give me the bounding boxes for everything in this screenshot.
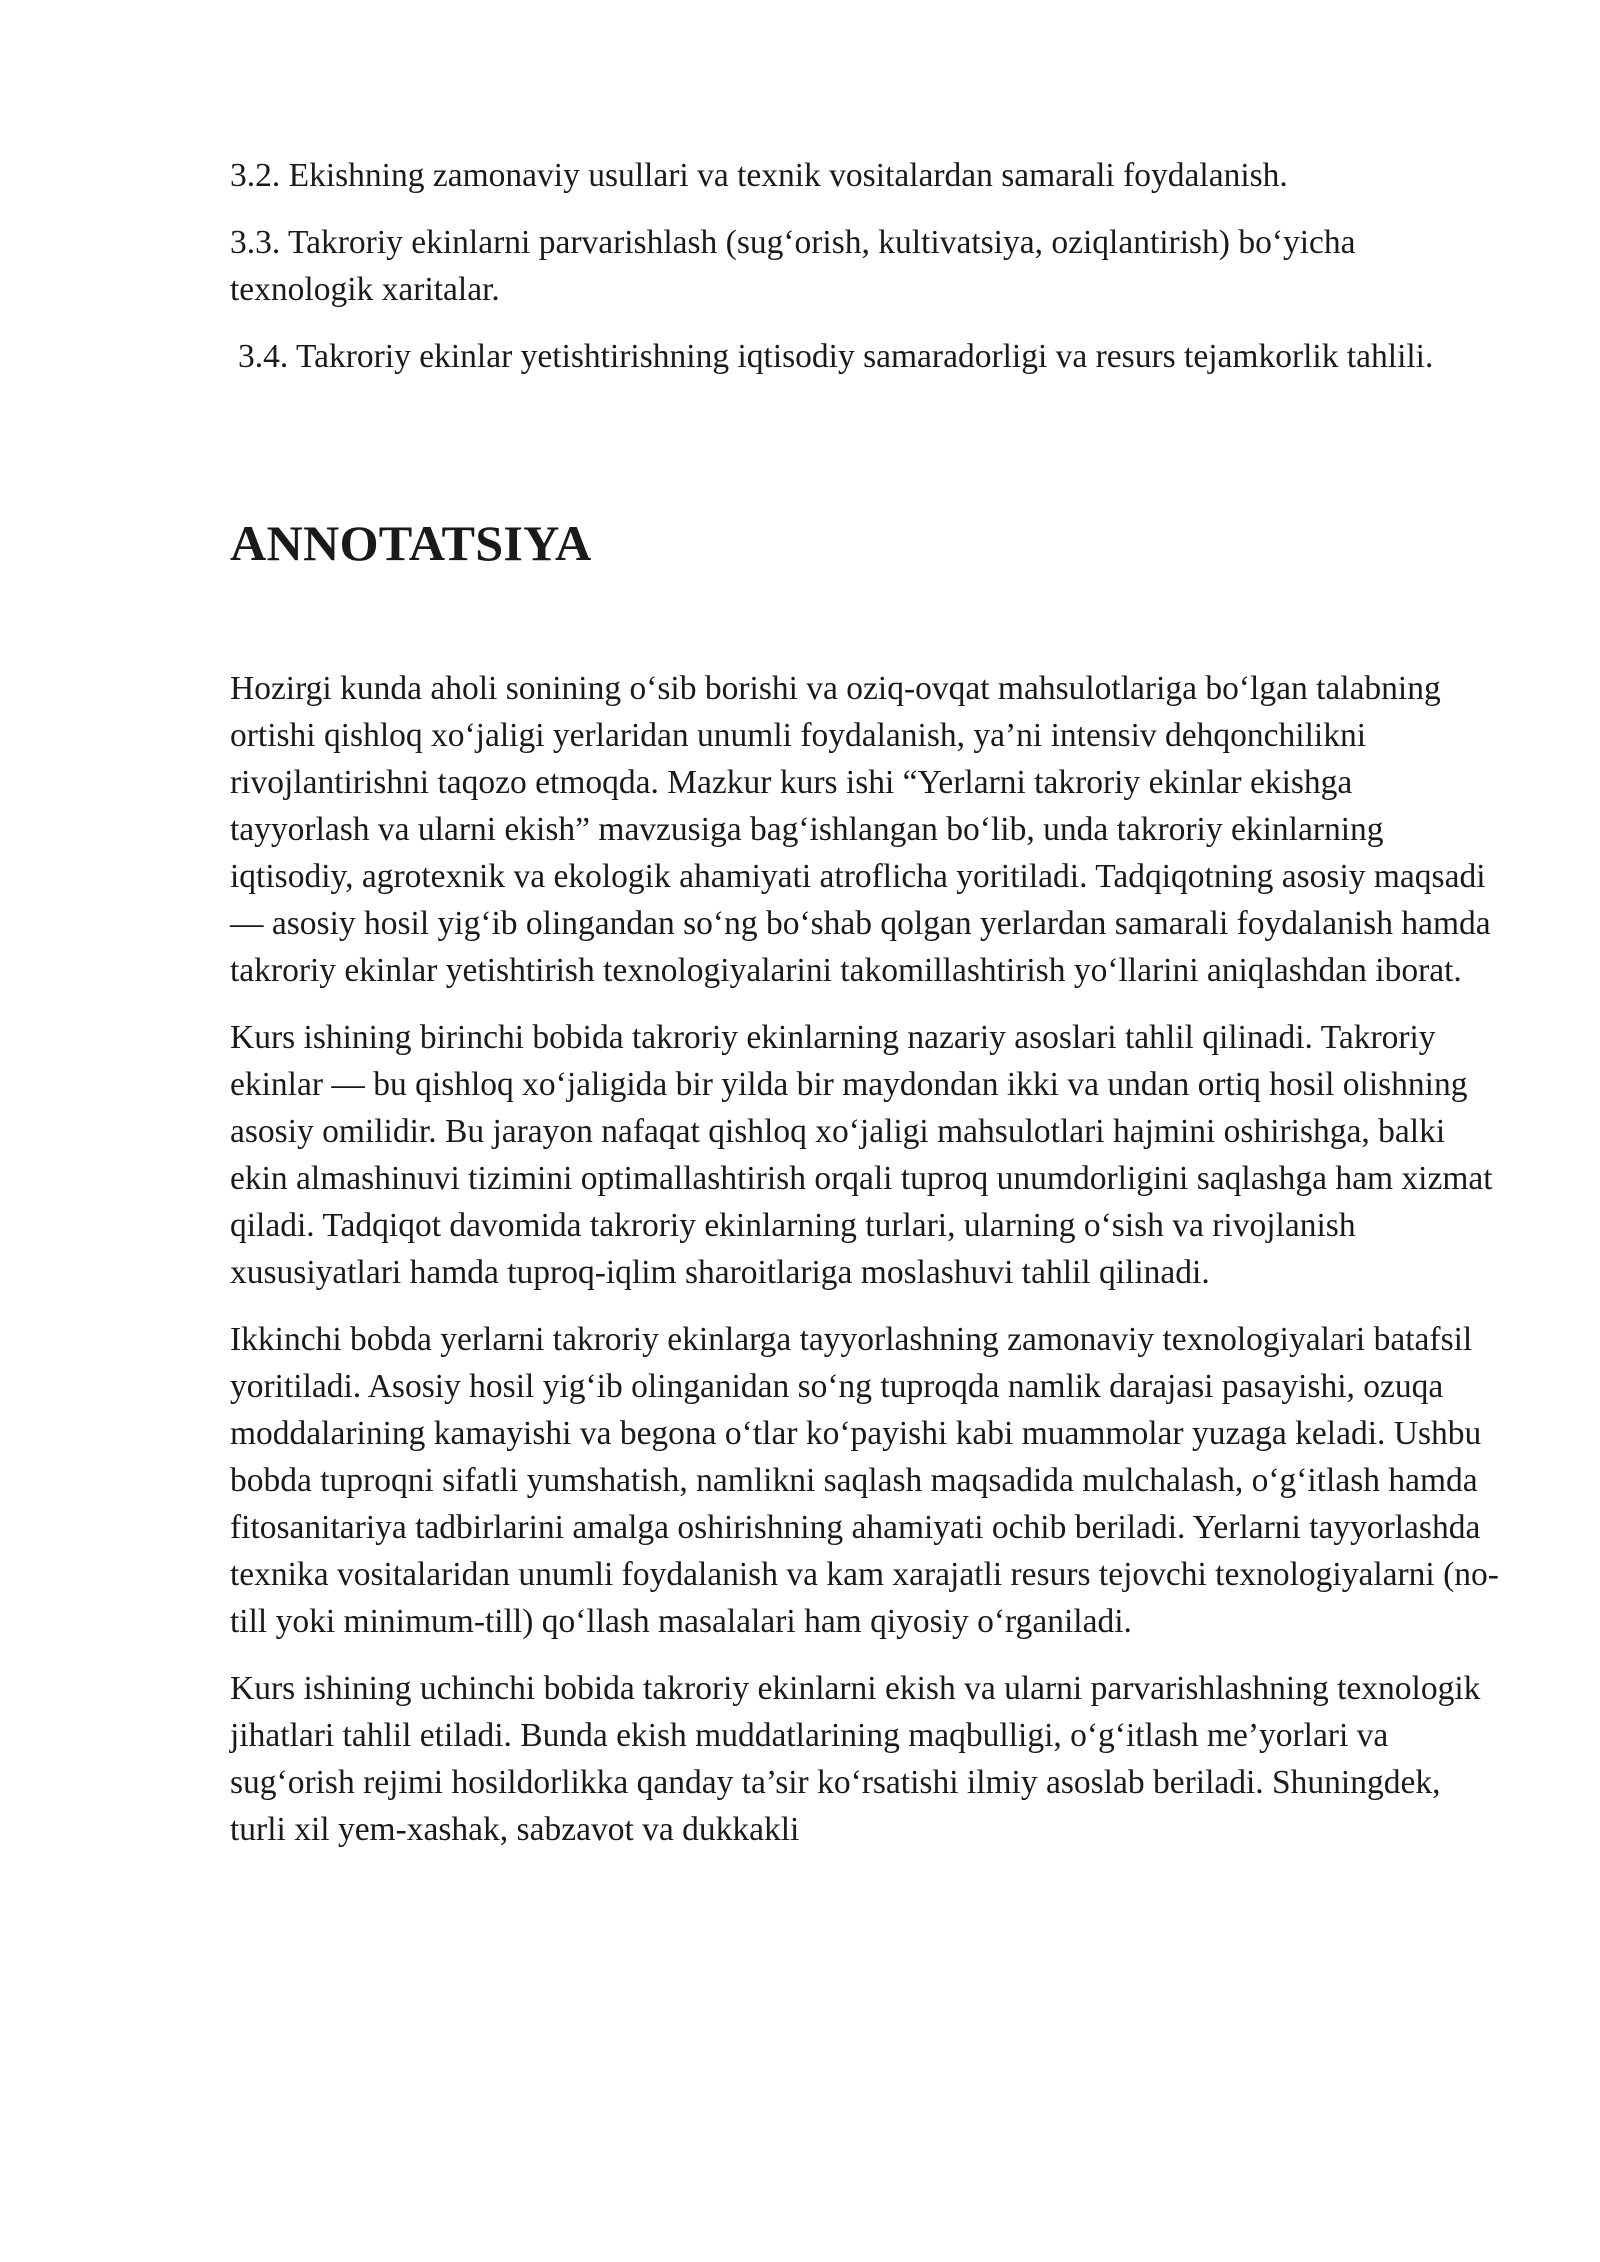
toc-item-3-2: 3.2. Ekishning zamonaviy usullari va texnik vositalardan samarali foydalanish. (230, 157, 1288, 194)
paragraph-chapter-three: Kurs ishining uchinchi bobida takroriy ekinlarni ekish va ularni parvarishlashning texnologik jihatlari tahlil etiladi. Bunda ekish muddatlarining maqbulligi, o‘g‘itlash me’yorlari va sug‘orish rejimi hosildorlikka qanday ta’sir ko‘rsatishi ilmiy asoslab beriladi. Shuningdek, turli xil yem-xashak, sabzavot va dukkakli (230, 1670, 1481, 1848)
paragraph-chapter-two: Ikkinchi bobda yerlarni takroriy ekinlarga tayyorlashning zamonaviy texnologiyalari batafsil yoritiladi. Asosiy hosil yig‘ib olinganidan so‘ng tuproqda namlik darajasi pasayishi, ozuqa moddalarining kamayishi va begona o‘tlar ko‘payishi kabi muammolar yuzaga keladi. Ushbu bobda tuproqni sifatli yumshatish, namlikni saqlash maqsadida mulchalash, o‘g‘itlash hamda fitosanitariya tadbirlarini amalga oshirishning ahamiyati ochib beriladi. Yerlarni tayyorlashda texnika vositalaridan unumli foydalanish va kam xarajatli resurs tejovchi texnologiyalarni (no-till yoki minimum-till) qo‘llash masalalari ham qiyosiy o‘rganiladi. (230, 1321, 1499, 1640)
paragraph-chapter-one: Kurs ishining birinchi bobida takroriy ekinlarning nazariy asoslari tahlil qilinadi. Takroriy ekinlar — bu qishloq xo‘jaligida bir yilda bir maydondan ikki va undan ortiq hosil olishning asosiy omilidir. Bu jarayon nafaqat qishloq xo‘jaligi mahsulotlari hajmini oshirishga, balki ekin almashinuvi tizimini optimallashtirish orqali tuproq unumdorligini saqlashga ham xizmat qiladi. Tadqiqot davomida takroriy ekinlarning turlari, ularning o‘sish va rivojlanish xususiyatlari hamda tuproq-iqlim sharoitlariga moslashuvi tahlil qilinadi. (230, 1019, 1493, 1291)
section-spacer (230, 400, 1500, 520)
toc-item-3-3: 3.3. Takroriy ekinlarni parvarishlash (sug‘orish, kultivatsiya, oziqlantirish) bo‘yicha texnologik xaritalar. (230, 224, 1356, 308)
toc-item-3-4: 3.4. Takroriy ekinlar yetishtirishning iqtisodiy samaradorligi va resurs tejamkorlik tahlili. (238, 338, 1434, 375)
section-heading: ANNOTATSIYA (230, 515, 592, 571)
document-page (230, 152, 1500, 1873)
paragraph-intro: Hozirgi kunda aholi sonining o‘sib borishi va oziq-ovqat mahsulotlariga bo‘lgan talabning ortishi qishloq xo‘jaligi yerlaridan unumli foydalanish, ya’ni intensiv dehqonchilikni rivojlantirishni taqozo etmoqda. Mazkur kurs ishi “Yerlarni takroriy ekinlar ekishga tayyorlash va ularni ekish” mavzusiga bag‘ishlangan bo‘lib, unda takroriy ekinlarning iqtisodiy, agrotexnik va ekologik ahamiyati atroflicha yoritiladi. Tadqiqotning asosiy maqsadi — asosiy hosil yig‘ib olingandan so‘ng bo‘shab qolgan yerlardan samarali foydalanish hamda takroriy ekinlar yetishtirish texnologiyalarini takomillashtirish yo‘llarini aniqlashdan iborat. (230, 670, 1491, 989)
